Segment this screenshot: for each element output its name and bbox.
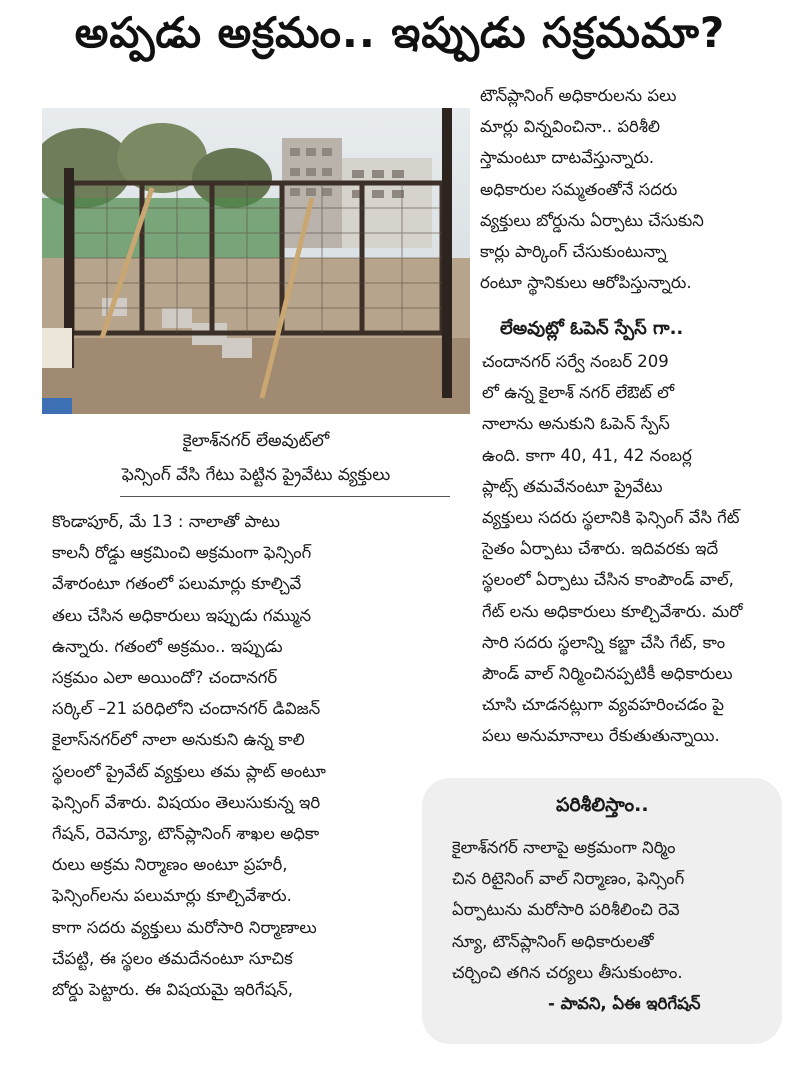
text-line: తలు చేసిన అధికారులు ఇప్పుడు గమ్మున [52, 605, 312, 625]
photo-caption [42, 424, 470, 492]
left-column-text [52, 506, 428, 1005]
headline: అప్పడు అక్రమం.. ఇప్పుడు సక్రమమా? [74, 8, 726, 57]
text-line: పౌండ్ వాల్ నిర్మించినప్పటికీ అధికారులు [482, 664, 733, 684]
text-line: కార్లు పార్కింగ్ చేసుకుంటున్నా [480, 242, 667, 262]
text-line: కైలాశ్‌నగర్ నాలాపై అక్రమంగా నిర్మిం [452, 838, 676, 857]
news-photo [42, 108, 470, 414]
text-line: ప్లాట్స్ తమవేనంటూ ప్రైవేటు [482, 476, 663, 496]
text-line: చర్చించి తగిన చర్యలు తీసుకుంటాం. [452, 962, 683, 982]
text-line: ఉన్నారు. గతంలో అక్రమం.. ఇప్పుడు [52, 636, 283, 656]
text-line: కైలాస్‌నగర్‌లో నాలా అనుకుని ఉన్న కాలి [52, 730, 305, 750]
text-line: ఫెన్సింగ్ వేశారు. విషయం తెలుసుకున్న ఇరి [52, 792, 321, 812]
text-line: వేశారంటూ గతంలో పలుమార్లు కూల్చివే [52, 574, 302, 594]
text-line: లో ఉన్న కైలాశ్ నగర్ లేఔట్ లో [482, 383, 675, 403]
fence-gate-photo [42, 108, 470, 414]
text-line: వ్యక్తులు బోర్డును ఏర్పాటు చేసుకుని [480, 210, 704, 230]
text-line: స్తామంటూ దాటవేస్తున్నారు. [480, 148, 655, 168]
text-line: ఉంది. కాగా 40, 41, 42 నంబర్ల [482, 445, 692, 465]
text-line: అధికారుల సమ్మతంతోనే సదరు [480, 179, 678, 199]
text-line: రులు అక్రమ నిర్మాణం అంటూ ప్రహరీ, [52, 855, 288, 875]
quote-box-title: పరిశీలిస్తాం.. [556, 794, 649, 816]
text-line: కాలనీ రోడ్డు ఆక్రమించి అక్రమంగా ఫెన్సింగ్ [52, 543, 312, 563]
text-line: టౌన్‌ప్లానింగ్ అధికారులను పలు [480, 86, 677, 105]
text-line: గేట్ లను అధికారులు కూల్చివేశారు. మరో [482, 601, 743, 621]
text-line: బోర్డు పెట్టారు. ఈ విషయమై ఇరిగేషన్, [52, 980, 294, 1000]
text-line: ఏర్పాటును మరోసారి పరిశీలించి రెవె [452, 900, 680, 920]
right-column-mid-text [482, 346, 782, 752]
text-line: స్థలంలో ప్రైవేట్ వ్యక్తులు తమ ప్లాట్ అంటూ [52, 761, 326, 781]
text-line: నాలాను అనుకుని ఓపెన్ స్పేస్ [482, 414, 670, 434]
text-line: వ్యక్తులు సదరు స్థలానికి ఫెన్సింగ్ వేసి గేట్ [482, 508, 740, 528]
caption-line-2: ఫెన్సింగ్ వేసి గేటు పెట్టిన ప్రైవేటు వ్యక్తులు [121, 465, 391, 485]
text-line: మార్లు విన్నవించినా.. పరిశీలి [480, 117, 661, 137]
quote-box-text [452, 832, 772, 988]
text-line: చేపట్టి, ఈ స్థలం తమదేనంటూ సూచిక [52, 948, 293, 968]
text-line: సైతం ఏర్పాటు చేశారు. ఇదివరకు ఇదే [482, 539, 719, 559]
text-line: సారి సదరు స్థలాన్ని కబ్జా చేసి గేట్, కాం [482, 632, 726, 652]
quote-signature: - పావని, ఏఈ ఇరిగేషన్ [548, 994, 701, 1013]
text-line: సర్కిల్ –21 పరిధిలోని చందానగర్ డివిజన్ [52, 699, 321, 719]
text-line: గేషన్, రెవెన్యూ, టౌన్‌ప్లానింగ్ శాఖల అధికా [52, 824, 320, 844]
text-line: ఫెన్సింగ్‌లను పలుమార్లు కూల్చివేశారు. [52, 886, 292, 906]
text-line: కాగా సదరు వ్యక్తులు మరోసారి నిర్మాణాలు [52, 917, 317, 937]
text-line: కొండాపూర్, మే 13 : నాలాతో పాటు [52, 512, 280, 531]
text-line: చూసి చూడనట్లుగా వ్యవహరించడం పై [482, 695, 724, 715]
section-subheading: లేఅవుట్లో ఓపెన్ స్పేస్ గా.. [500, 318, 684, 339]
text-line: స్థలంలో ఏర్పాటు చేసిన కాంపౌండ్ వాల్, [482, 570, 734, 590]
text-line: సక్రమం ఎలా అయిందో? చందానగర్ [52, 668, 278, 688]
right-column-top-text [480, 80, 780, 298]
text-line: పలు అనుమానాలు రేకుతుతున్నాయి. [482, 726, 720, 746]
text-line: రంటూ స్థానికులు ఆరోపిస్తున్నారు. [480, 273, 692, 293]
caption-divider [120, 496, 450, 497]
text-line: చందానగర్ సర్వే నంబర్ 209 [482, 352, 669, 371]
caption-line-1: కైలాశ్‌నగర్ లేఅవుట్‌లో [182, 431, 330, 451]
text-line: న్యూ, టౌన్‌ప్లానింగ్ అధికారులతో [452, 931, 654, 951]
text-line: చిన రిటైనింగ్ వాల్ నిర్మాణం, ఫెన్సింగ్ [452, 869, 685, 889]
